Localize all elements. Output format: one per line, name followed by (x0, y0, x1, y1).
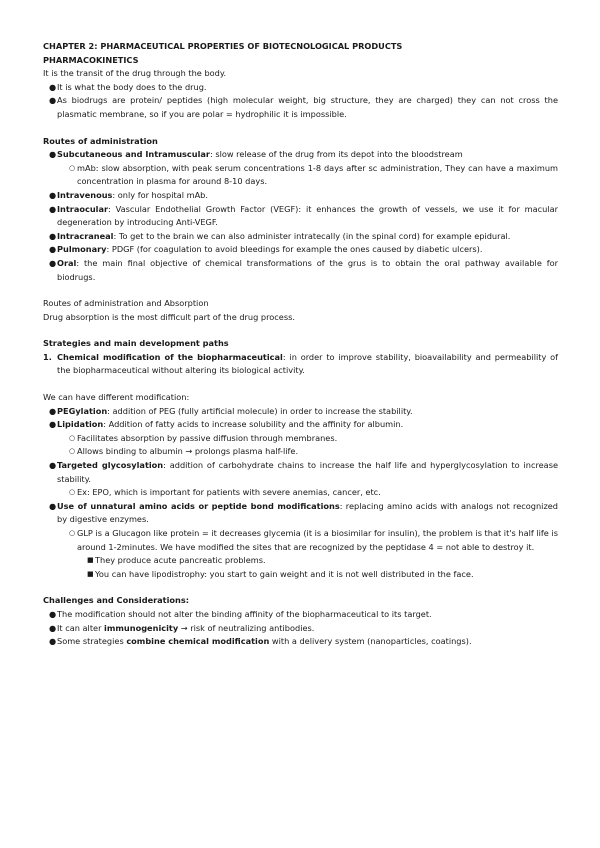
route-text: : Vascular Endothelial Growth Factor (VEGF): it enhances the growth of vessels, we use it for macular degeneration by introducing Anti-VEGF. (57, 203, 558, 228)
list-item (43, 257, 558, 284)
list-item (43, 162, 558, 189)
route-text: : To get to the brain we can also administer intratecally (in the spinal cord) for example epidural. (113, 230, 511, 241)
strategy-text: : in order to improve stability, bioavailability and permeability of the biopharmaceutical without altering its biological activity. (57, 351, 559, 376)
route-text: : only for hospital mAb. (112, 189, 208, 200)
list-item-text: It can alter (57, 622, 105, 633)
list-item-text: Allows binding to albumin → prolongs plasma half-life. (77, 446, 299, 457)
absorption-text: Drug absorption is the most difficult part of the drug process. (43, 311, 295, 322)
list-item (43, 432, 558, 446)
route-label: Oral (57, 257, 77, 268)
modification-text: : Addition of fatty acids to increase solubility and the affinity for albumin. (103, 419, 404, 430)
list-item-text: As biodrugs are protein/ peptides (high molecular weight, big structure, they are charged) they can not cross the plasmatic membrane, so if you are polar = hydrophilic it is impossible. (57, 95, 558, 119)
bullet-marker: ● (49, 500, 57, 511)
absorption-title: Routes of administration and Absorption (43, 298, 209, 309)
bullet-marker: ● (49, 608, 57, 619)
modification-label: Targeted glycosylation (57, 460, 164, 471)
modification-label: Lipidation (57, 419, 104, 430)
modification-label: Use of unnatural amino acids or peptide bond modifications (57, 500, 340, 511)
list-item (43, 608, 558, 622)
strategy-label: Chemical modification of the biopharmaceutical (57, 351, 283, 362)
list-item-text: Some strategies (57, 636, 127, 647)
bullet-marker: ● (49, 419, 57, 430)
route-text: : PDGF (for coagulation to avoid bleedings for example the ones caused by diabetic ulcers). (106, 244, 483, 255)
list-item (43, 486, 558, 500)
list-item (43, 622, 558, 636)
list-item-text: → risk of neutralizing antibodies. (178, 622, 315, 633)
list-item-text: They produce acute pancreatic problems. (95, 555, 266, 566)
route-label: Intravenous (57, 189, 113, 200)
list-item (43, 94, 558, 121)
modification-text: : addition of PEG (fully artificial molecule) in order to increase the stability. (107, 405, 413, 416)
modification-text: : addition of carbohydrate chains to increase the half life and hyperglycosylation to increase stability. (57, 460, 558, 484)
bullet-marker: ● (49, 203, 57, 214)
list-item (43, 459, 558, 486)
list-item-text: Ex: EPO, which is important for patients with severe anemias, cancer, etc. (77, 487, 381, 498)
emphasis-text: combine chemical modification (126, 636, 270, 647)
route-label: Intraocular (57, 203, 109, 214)
square-marker: ■ (87, 556, 94, 565)
route-text: : slow release of the drug from its depot into the bloodstream (209, 149, 463, 160)
chapter-heading: CHAPTER 2: PHARMACEUTICAL PROPERTIES OF BIOTECNOLOGICAL PRODUCTS (43, 41, 403, 51)
list-item (43, 554, 558, 568)
circle-marker: ○ (69, 529, 76, 537)
route-text: : the main final objective of chemical transformations of the grus is to obtain the oral pathway available for biodrugs. (57, 257, 558, 282)
bullet-marker: ● (49, 622, 57, 633)
list-item (43, 568, 558, 582)
route-label: Intracraneal (57, 230, 114, 241)
list-item (43, 243, 558, 257)
bullet-marker: ● (49, 460, 57, 471)
pharmacokinetics-intro: It is the transit of the drug through the body. (43, 68, 227, 79)
list-item (43, 418, 558, 432)
list-item (43, 500, 558, 527)
list-item (43, 445, 558, 459)
modification-text: : replacing amino acids with analogs not recognized by digestive enzymes. (57, 500, 558, 525)
modifications-intro: We can have different modification: (43, 392, 190, 403)
list-item (43, 148, 558, 162)
number-marker: 1. (43, 351, 52, 362)
route-label: Pulmonary (57, 244, 107, 255)
list-item (43, 230, 558, 244)
pharmacokinetics-title: PHARMACOKINETICS (43, 54, 139, 65)
strategies-title: Strategies and main development paths (43, 338, 229, 349)
bullet-marker: ● (49, 95, 57, 106)
list-item (43, 189, 558, 203)
list-item-text: with a delivery system (nanoparticles, coatings). (269, 636, 472, 647)
bullet-marker: ● (49, 244, 57, 255)
emphasis-text: immunogenicity (104, 622, 179, 633)
list-item (43, 527, 558, 554)
numbered-item (43, 351, 558, 378)
list-item (43, 405, 558, 419)
bullet-marker: ● (49, 230, 57, 241)
routes-title: Routes of administration (43, 135, 158, 146)
challenges-title: Challenges and Considerations: (43, 595, 189, 606)
list-item (43, 635, 558, 649)
list-item-text: GLP is a Glucagon like protein = it decreases glycemia (it is a biosimilar for insulin), the problem is that it's half life is around 1-2minutes. We have modified the sites that are recognized by the peptidase 4 = not able to destroy it. (77, 528, 558, 552)
list-item-text: It is what the body does to the drug. (57, 81, 207, 92)
list-item-text: The modification should not alter the binding affinity of the biopharmaceutical to its target. (57, 608, 432, 619)
list-item-text: mAb: slow absorption, with peak serum concentrations 1-8 days after sc administration, They can have a maximum concentration in plasma for around 8-10 days. (77, 162, 558, 187)
list-item (43, 203, 558, 230)
list-item (43, 81, 558, 95)
bullet-marker: ● (49, 189, 57, 200)
bullet-marker: ● (49, 405, 57, 416)
list-item-text: Facilitates absorption by passive diffusion through membranes. (77, 432, 338, 443)
route-label: Subcutaneous and Intramuscular (57, 149, 210, 160)
circle-marker: ○ (69, 433, 76, 442)
circle-marker: ○ (69, 488, 76, 497)
bullet-marker: ● (49, 257, 57, 268)
circle-marker: ○ (69, 163, 76, 172)
bullet-marker: ● (49, 149, 57, 160)
square-marker: ■ (87, 569, 94, 578)
circle-marker: ○ (69, 447, 76, 456)
list-item-text: You can have lipodistrophy: you start to gain weight and it is not well distributed in the face. (95, 568, 474, 579)
bullet-marker: ● (49, 81, 57, 92)
modification-label: PEGylation (57, 405, 108, 416)
bullet-marker: ● (49, 636, 57, 647)
